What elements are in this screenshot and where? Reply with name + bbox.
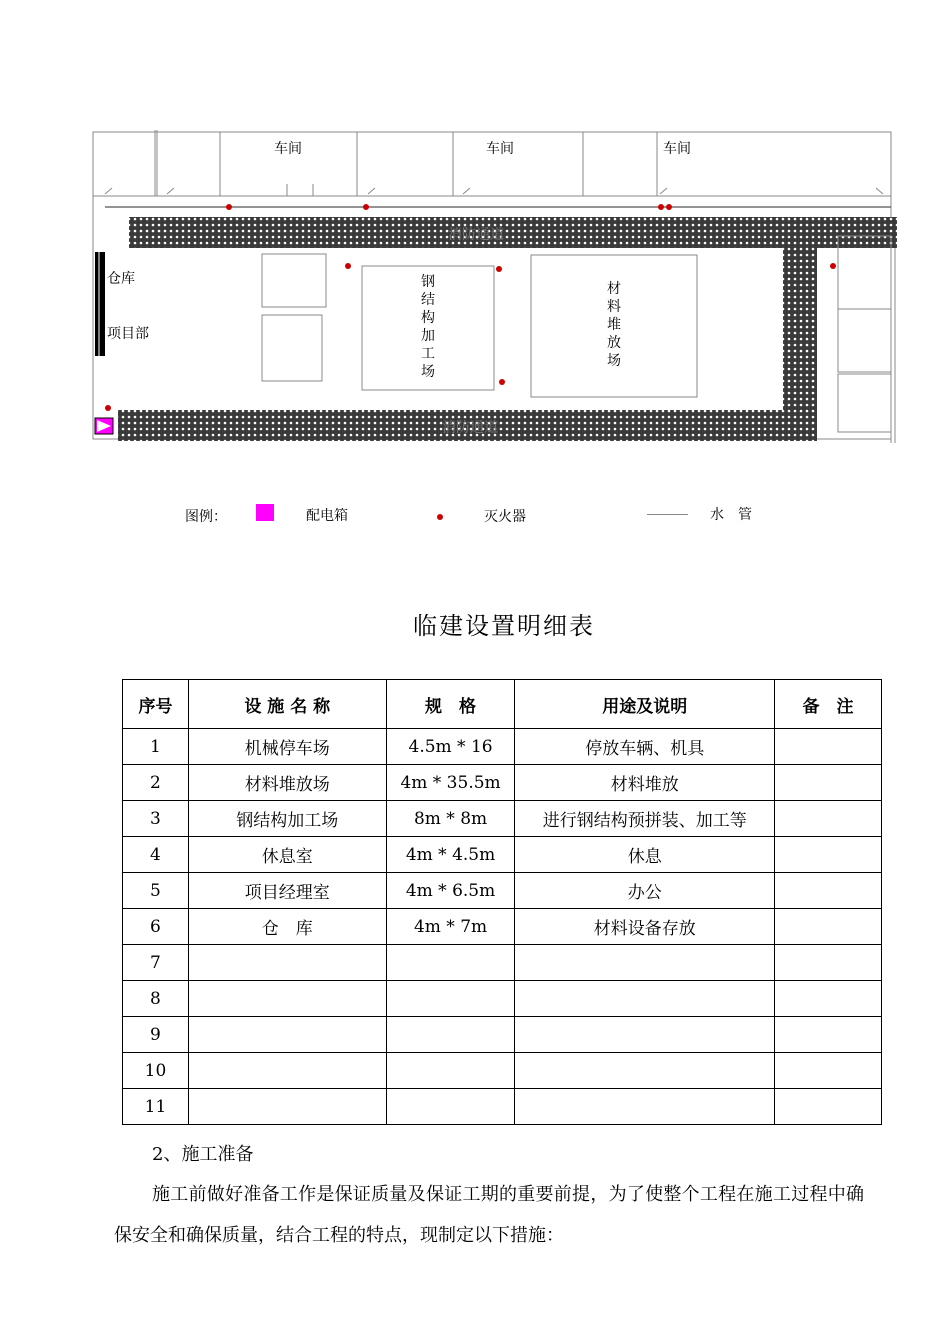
table-cell: 4.5m * 16 — [386, 729, 515, 765]
distribution-box-legend-icon — [256, 504, 274, 521]
site-plan — [0, 0, 950, 470]
table-row — [123, 765, 882, 801]
table-cell: 仓 库 — [188, 909, 386, 945]
table-cell: 8m * 8m — [386, 801, 515, 837]
table-cell — [515, 1017, 775, 1053]
workshop-label-1: 车间 — [274, 141, 302, 157]
table-cell: 休息室 — [188, 837, 386, 873]
header-usage: 用途及说明 — [515, 680, 775, 729]
table-cell: 项目经理室 — [188, 873, 386, 909]
table-row — [123, 1089, 882, 1125]
fire-road-bottom-label: 消防通道 — [442, 420, 498, 436]
table-title: 临建设置明细表 — [413, 612, 595, 640]
distribution-box-legend-text: 配电箱 — [306, 508, 348, 524]
extinguisher-legend-icon — [437, 514, 443, 520]
legend-label: 图例： — [185, 509, 227, 525]
table-cell — [188, 1089, 386, 1125]
table-cell: 材料设备存放 — [515, 909, 775, 945]
header-spec: 规 格 — [386, 680, 515, 729]
table-cell: 4m * 6.5m — [386, 873, 515, 909]
header-remark: 备 注 — [775, 680, 882, 729]
fire-road-top-label: 消防通道 — [448, 227, 504, 243]
table-row — [123, 945, 882, 981]
water-pipe-legend-icon — [647, 514, 688, 515]
table-cell: 办公 — [515, 873, 775, 909]
table-cell — [775, 1089, 882, 1125]
table-cell — [775, 909, 882, 945]
table-cell: 休息 — [515, 837, 775, 873]
table-cell — [386, 1089, 515, 1125]
table-cell: 4 — [123, 837, 189, 873]
table-cell: 3 — [123, 801, 189, 837]
table-row — [123, 729, 882, 765]
table-row — [123, 837, 882, 873]
table-row — [123, 981, 882, 1017]
table-cell — [515, 945, 775, 981]
project-dept-label: 项目部 — [107, 326, 149, 342]
table-cell — [386, 945, 515, 981]
table-cell: 2 — [123, 765, 189, 801]
table-cell: 钢结构加工场 — [188, 801, 386, 837]
table-cell: 进行钢结构预拼装、加工等 — [515, 801, 775, 837]
section-heading: 2、施工准备 — [152, 1144, 254, 1165]
table-cell — [515, 1089, 775, 1125]
warehouse-label: 仓库 — [107, 271, 135, 287]
table-cell — [775, 981, 882, 1017]
header-index: 序号 — [123, 680, 189, 729]
workshop-label-3: 车间 — [663, 141, 691, 157]
fire-road-top — [129, 217, 897, 248]
table-cell — [188, 981, 386, 1017]
extinguisher-legend-text: 灭火器 — [484, 509, 526, 525]
facility-table — [122, 679, 882, 1125]
table-cell: 机械停车场 — [188, 729, 386, 765]
table-cell: 材料堆放场 — [188, 765, 386, 801]
header-facility: 设 施 名 称 — [188, 680, 386, 729]
table-cell: 停放车辆、机具 — [515, 729, 775, 765]
table-cell: 5 — [123, 873, 189, 909]
table-cell — [515, 1053, 775, 1089]
table-cell: 10 — [123, 1053, 189, 1089]
table-cell: 8 — [123, 981, 189, 1017]
steel-yard-label: 钢结构加工场 — [421, 274, 435, 380]
water-pipe-legend-text: 水 管 — [710, 507, 752, 523]
table-cell: 9 — [123, 1017, 189, 1053]
table-body — [123, 729, 882, 1125]
table-cell: 6 — [123, 909, 189, 945]
workshop-label-2: 车间 — [486, 141, 514, 157]
table-cell — [775, 765, 882, 801]
table-cell — [386, 1053, 515, 1089]
table-cell — [515, 981, 775, 1017]
table-cell: 1 — [123, 729, 189, 765]
fire-road-right — [783, 217, 817, 441]
table-cell: 4m * 4.5m — [386, 837, 515, 873]
table-cell — [188, 1017, 386, 1053]
table-cell — [775, 945, 882, 981]
table-cell — [775, 837, 882, 873]
table-cell — [386, 981, 515, 1017]
table-cell: 11 — [123, 1089, 189, 1125]
table-cell: 7 — [123, 945, 189, 981]
table-cell — [775, 801, 882, 837]
table-row — [123, 909, 882, 945]
table-cell — [775, 1053, 882, 1089]
table-row — [123, 1053, 882, 1089]
table-row — [123, 1017, 882, 1053]
table-cell: 4m * 7m — [386, 909, 515, 945]
table-header-row — [123, 680, 882, 729]
material-yard-label: 材料堆放场 — [607, 281, 621, 369]
table-cell: 4m * 35.5m — [386, 765, 515, 801]
table-cell — [386, 1017, 515, 1053]
section-paragraph: 施工前做好准备工作是保证质量及保证工期的重要前提，为了使整个工程在施工过程中确保安全和确保质量，结合工程的特点，现制定以下措施： — [114, 1184, 864, 1246]
table-cell — [775, 873, 882, 909]
table-cell — [188, 1053, 386, 1089]
table-cell — [775, 1017, 882, 1053]
table-row — [123, 801, 882, 837]
table-cell — [775, 729, 882, 765]
table-cell — [188, 945, 386, 981]
table-cell: 材料堆放 — [515, 765, 775, 801]
table-row — [123, 873, 882, 909]
